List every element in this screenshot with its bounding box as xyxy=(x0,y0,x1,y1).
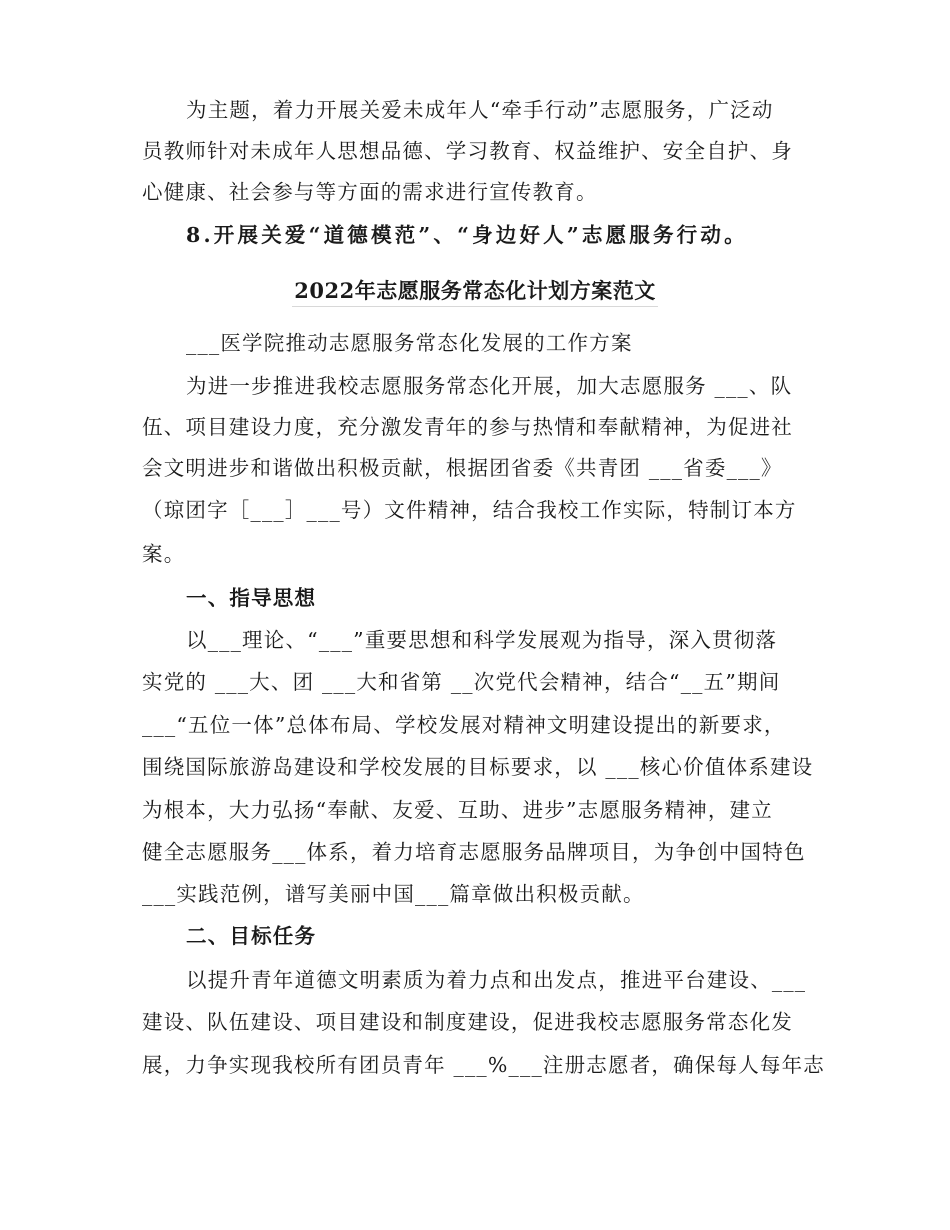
paragraph-line: ___“五位一体”总体布局、学校发展对精神文明建设提出的新要求， xyxy=(142,713,786,737)
section-heading-goals: 二、目标任务 xyxy=(186,924,317,948)
paragraph-line: 会文明进步和谐做出积极贡献，根据团省委《共青团 ___省委___》 xyxy=(142,456,783,480)
section-heading-guiding: 一、指导思想 xyxy=(186,586,317,610)
paragraph-line: （琼团字［___］___号）文件精神，结合我校工作实际，特制订本方 xyxy=(142,498,797,522)
paragraph-line: 围绕国际旅游岛建设和学校发展的目标要求，以 ___核心价值体系建设 xyxy=(142,755,814,779)
paragraph-line: 实党的 ___大、团 ___大和省第 __次党代会精神，结合“__五”期间 xyxy=(142,670,781,694)
paragraph-line: 心健康、社会参与等方面的需求进行宣传教育。 xyxy=(142,180,598,204)
subtitle-line: ___医学院推动志愿服务常态化发展的工作方案 xyxy=(186,331,633,355)
paragraph-line: ___实践范例，谱写美丽中国___篇章做出积极贡献。 xyxy=(142,882,645,906)
paragraph-line: 案。 xyxy=(142,542,186,566)
paragraph-line: 员教师针对未成年人思想品德、学习教育、权益维护、安全自护、身 xyxy=(142,139,793,163)
paragraph-line: 展，力争实现我校所有团员青年 ___%___注册志愿者，确保每人每年志 xyxy=(142,1053,825,1077)
document-title: 2022年志愿服务常态化计划方案范文 xyxy=(0,277,950,305)
paragraph-line: 为进一步推进我校志愿服务常态化开展，加大志愿服务 ___、队 xyxy=(186,374,793,398)
paragraph-line: 为根本，大力弘扬“奉献、友爱、互助、进步”志愿服务精神，建立 xyxy=(142,798,773,822)
paragraph-line: 伍、项目建设力度，充分激发青年的参与热情和奉献精神，为促进社 xyxy=(142,415,793,439)
paragraph-line: 以___理论、“___”重要思想和科学发展观为指导，深入贯彻落 xyxy=(186,628,778,652)
item-heading: 8.开展关爱“道德模范”、“身边好人”志愿服务行动。 xyxy=(186,223,748,247)
paragraph-line: 以提升青年道德文明素质为着力点和出发点，推进平台建设、___ xyxy=(186,968,807,992)
paragraph-line: 为主题，着力开展关爱未成年人“牵手行动”志愿服务，广泛动 xyxy=(186,98,774,122)
paragraph-line: 健全志愿服务___体系，着力培育志愿服务品牌项目，为争创中国特色 xyxy=(142,840,806,864)
paragraph-line: 建设、队伍建设、项目建设和制度建设，促进我校志愿服务常态化发 xyxy=(142,1010,793,1034)
